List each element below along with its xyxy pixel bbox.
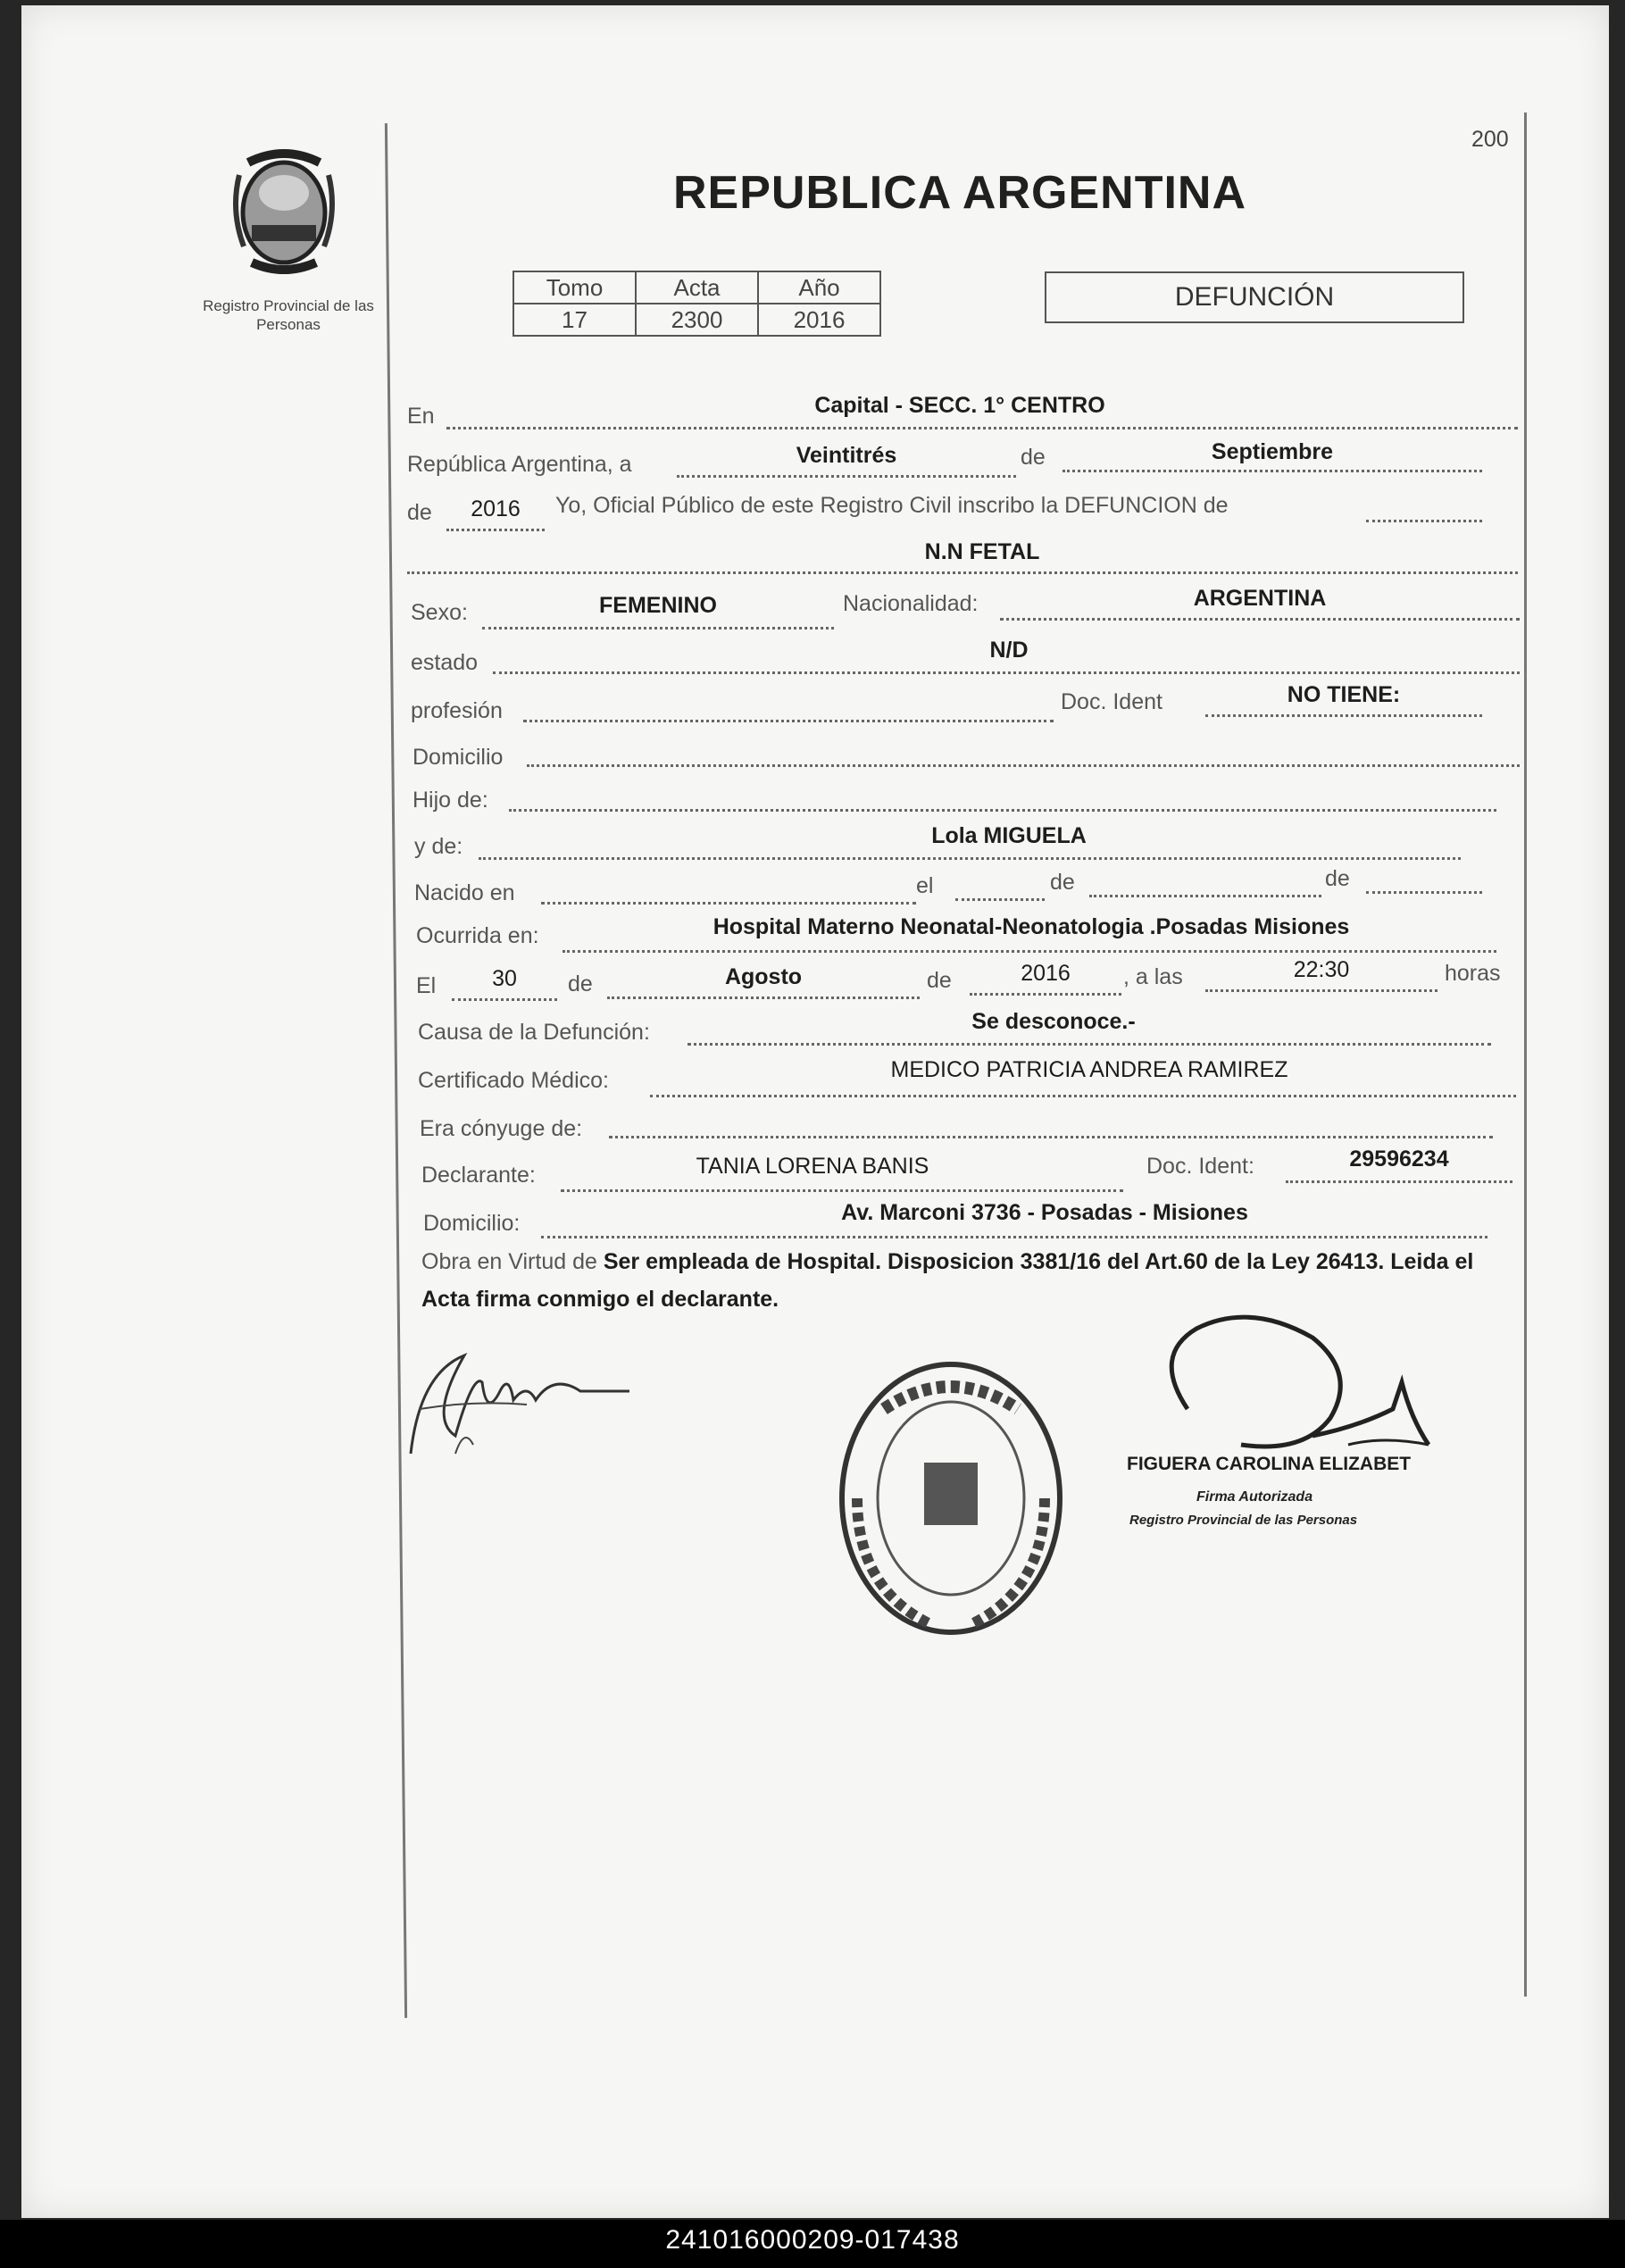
declarante-dots bbox=[561, 1189, 1123, 1192]
el-label: el bbox=[916, 873, 934, 898]
signer-office: Registro Provincial de las Personas bbox=[1129, 1513, 1358, 1528]
official-signature-icon bbox=[402, 1320, 643, 1472]
declarante-value: TANIA LORENA BANIS bbox=[696, 1154, 929, 1179]
sexo-dots bbox=[482, 627, 834, 630]
death-month-value: Agosto bbox=[724, 964, 803, 989]
obra-value: Ser empleada de Hospital. Disposicion 3381/16 del Art.60 de la Ley 26413. Leida el Acta firma conmigo el declarante. bbox=[421, 1249, 1474, 1312]
authorized-signature-icon bbox=[1134, 1302, 1455, 1472]
de4-dots bbox=[1366, 891, 1482, 894]
de3-dots bbox=[1089, 895, 1321, 897]
profesion-dots bbox=[523, 720, 1054, 722]
domicilio2-label: Domicilio: bbox=[423, 1211, 521, 1236]
year-dots bbox=[446, 529, 545, 531]
death-month-dots bbox=[607, 996, 920, 999]
doc2-label: Doc. Ident: bbox=[1146, 1154, 1254, 1179]
el-dots bbox=[955, 898, 1045, 901]
en-dots bbox=[446, 427, 1518, 429]
nacido-dots bbox=[541, 902, 916, 905]
month-dots bbox=[1062, 470, 1482, 472]
death-day-dots bbox=[452, 998, 557, 1001]
reference-header-row bbox=[513, 271, 880, 304]
certificado-dots bbox=[650, 1095, 1516, 1097]
year-value: 2016 bbox=[471, 496, 521, 521]
death-year-dots bbox=[970, 993, 1121, 996]
yde-dots bbox=[479, 857, 1461, 860]
nacido-label: Nacido en bbox=[414, 880, 515, 905]
footer-id: 241016000209-017438 bbox=[665, 2225, 960, 2255]
domicilio2-dots bbox=[541, 1236, 1488, 1238]
doc-ident-label: Doc. Ident bbox=[1061, 689, 1162, 714]
name-dots bbox=[407, 571, 1518, 574]
death-time-dots bbox=[1205, 989, 1438, 992]
tomo-header: Tomo bbox=[513, 271, 636, 304]
de4-label: de bbox=[1325, 866, 1350, 891]
conyuge-dots bbox=[609, 1136, 1493, 1138]
en-value: Capital - SECC. 1° CENTRO bbox=[814, 393, 1105, 418]
de3-label: de bbox=[1050, 870, 1075, 895]
alas-label: , a las bbox=[1123, 964, 1183, 989]
conyuge-label: Era cónyuge de: bbox=[420, 1116, 583, 1141]
tomo-value: 17 bbox=[513, 304, 636, 336]
certificado-value: MEDICO PATRICIA ANDREA RAMIREZ bbox=[890, 1057, 1288, 1082]
nacionalidad-dots bbox=[1000, 618, 1520, 621]
el2-label: El bbox=[416, 973, 437, 998]
doc-ident-dots bbox=[1205, 714, 1482, 717]
page-number: 200 bbox=[1471, 127, 1509, 152]
provincial-seal-icon bbox=[212, 139, 355, 282]
causa-label: Causa de la Defunción: bbox=[418, 1020, 650, 1045]
anio-value: 2016 bbox=[758, 304, 880, 336]
de5-label: de bbox=[568, 971, 593, 996]
ocurrida-value: Hospital Materno Neonatal-Neonatologia .Posadas Misiones bbox=[712, 914, 1350, 939]
horas-label: horas bbox=[1445, 961, 1501, 986]
hijo-label: Hijo de: bbox=[412, 788, 488, 813]
yde-value: Lola MIGUELA bbox=[931, 823, 1087, 848]
nacionalidad-value: ARGENTINA bbox=[1193, 586, 1327, 611]
anio-header: Año bbox=[758, 271, 880, 304]
estado-dots bbox=[493, 671, 1520, 674]
certificado-label: Certificado Médico: bbox=[418, 1068, 609, 1093]
acta-value: 2300 bbox=[636, 304, 758, 336]
domicilio2-value: Av. Marconi 3736 - Posadas - Misiones bbox=[841, 1200, 1248, 1225]
domicilio-label: Domicilio bbox=[412, 745, 504, 770]
sexo-value: FEMENINO bbox=[599, 593, 717, 618]
right-margin-rule bbox=[1524, 113, 1527, 1997]
inscribo-text: Yo, Oficial Público de este Registro Civil inscribo la DEFUNCION de bbox=[555, 493, 1229, 518]
signer-role: Firma Autorizada bbox=[1196, 1489, 1313, 1505]
registry-stamp-icon bbox=[830, 1355, 1071, 1641]
estado-value: N/D bbox=[989, 638, 1029, 663]
death-day-value: 30 bbox=[492, 966, 517, 991]
profesion-label: profesión bbox=[411, 698, 503, 723]
obra-label: Obra en Virtud de bbox=[421, 1249, 597, 1274]
document-sheet bbox=[21, 5, 1609, 2218]
name-value: N.N FETAL bbox=[924, 539, 1040, 564]
page-title: REPUBLICA ARGENTINA bbox=[672, 167, 1247, 219]
inscribo-dots bbox=[1366, 520, 1482, 522]
day-dots bbox=[677, 475, 1016, 478]
nacionalidad-label: Nacionalidad: bbox=[843, 591, 979, 616]
declarante-label: Declarante: bbox=[421, 1163, 536, 1188]
ocurrida-label: Ocurrida en: bbox=[416, 923, 539, 948]
reference-value-row bbox=[513, 304, 880, 336]
domicilio-dots bbox=[527, 764, 1520, 767]
signer-name: FIGUERA CAROLINA ELIZABET bbox=[1127, 1454, 1412, 1474]
republica-label: República Argentina, a bbox=[407, 452, 632, 477]
hijo-dots bbox=[509, 809, 1496, 812]
death-time-value: 22:30 bbox=[1293, 957, 1350, 982]
en-label: En bbox=[407, 404, 435, 429]
reference-table bbox=[512, 271, 881, 337]
act-type-box: DEFUNCIÓN bbox=[1045, 271, 1464, 323]
doc2-dots bbox=[1286, 1180, 1512, 1183]
doc2-value: 29596234 bbox=[1349, 1147, 1449, 1172]
month-value: Septiembre bbox=[1211, 439, 1334, 464]
causa-dots bbox=[688, 1043, 1491, 1046]
acta-header: Acta bbox=[636, 271, 758, 304]
doc-ident-value: NO TIENE: bbox=[1287, 682, 1401, 707]
ocurrida-dots bbox=[562, 950, 1496, 953]
de2-label: de bbox=[407, 500, 432, 525]
estado-label: estado bbox=[411, 650, 479, 675]
day-value: Veintitrés bbox=[796, 443, 897, 468]
de-label: de bbox=[1021, 445, 1046, 470]
death-year-value: 2016 bbox=[1021, 961, 1071, 986]
de6-label: de bbox=[927, 968, 952, 993]
yde-label: y de: bbox=[414, 834, 463, 859]
sexo-label: Sexo: bbox=[411, 600, 468, 625]
causa-value: Se desconoce.- bbox=[971, 1009, 1136, 1034]
registry-caption: Registro Provincial de las Personas bbox=[203, 297, 374, 333]
